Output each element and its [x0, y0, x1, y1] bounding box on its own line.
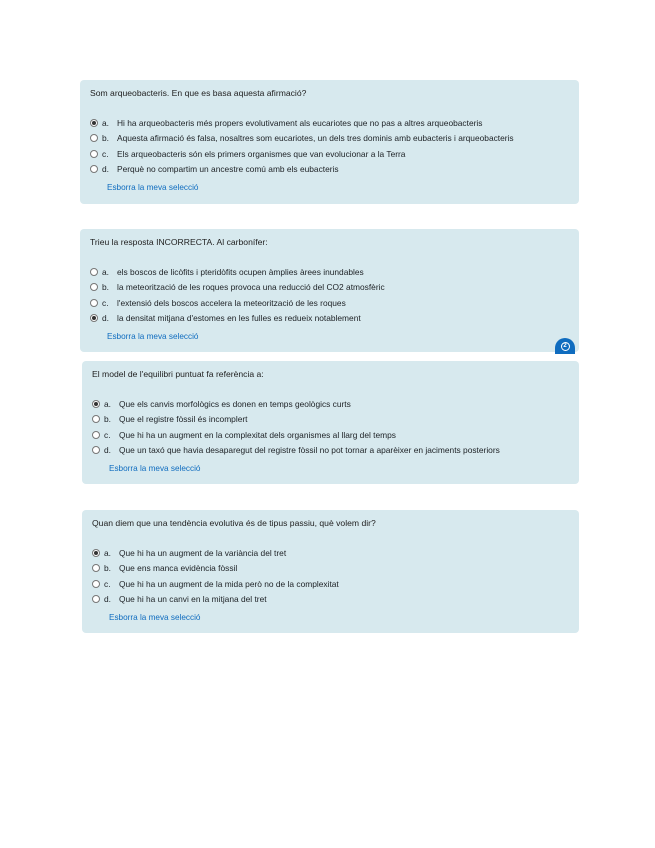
option-a[interactable] — [92, 545, 569, 561]
option-a[interactable] — [90, 264, 569, 280]
clear-selection-link[interactable]: Esborra la meva selecció — [109, 613, 201, 622]
option-letter: a. — [102, 266, 109, 277]
option-text: Que el registre fòssil és incomplert — [119, 414, 248, 425]
option-d[interactable] — [92, 443, 569, 459]
option-text: Que hi ha un canvi en la mitjana del tret — [119, 594, 267, 605]
option-text: Els arqueobacteris són els primers organismes que van evolucionar a la Terra — [117, 148, 406, 159]
option-c[interactable] — [90, 146, 569, 162]
option-letter: a. — [104, 547, 111, 558]
option-letter: c. — [104, 429, 111, 440]
option-text: la densitat mitjana d'estomes en les fulles es redueix notablement — [117, 313, 361, 324]
question-text: Quan diem que una tendència evolutiva és de tipus passiu, què volem dir? — [92, 518, 376, 528]
option-letter: d. — [102, 313, 109, 324]
question-text: Trieu la resposta INCORRECTA. Al carbonífer: — [90, 237, 268, 247]
radio-button[interactable] — [90, 299, 98, 307]
option-text: Que un taxó que havia desaparegut del registre fòssil no pot tornar a aparèixer en jaciments posteriors — [119, 445, 500, 456]
option-letter: c. — [104, 578, 111, 589]
option-text: l'extensió dels boscos accelera la meteorització de les roques — [117, 297, 346, 308]
option-text: Hi ha arqueobacteris més propers evolutivament als eucariotes que no pas a altres arqueobacteris — [117, 117, 483, 128]
radio-button[interactable] — [90, 165, 98, 173]
option-text: Perquè no compartim un ancestre comú amb els eubacteris — [117, 164, 339, 175]
chat-icon: 2 — [561, 342, 570, 351]
radio-button[interactable] — [92, 400, 100, 408]
option-text: la meteorització de les roques provoca una reducció del CO2 atmosfèric — [117, 282, 385, 293]
radio-button[interactable] — [92, 580, 100, 588]
option-d[interactable] — [90, 311, 569, 327]
option-d[interactable] — [92, 592, 569, 608]
option-letter: a. — [102, 117, 109, 128]
radio-button[interactable] — [92, 415, 100, 423]
question-card-3 — [82, 361, 579, 484]
option-letter: d. — [104, 445, 111, 456]
clear-selection-link[interactable]: Esborra la meva selecció — [107, 183, 199, 192]
option-b[interactable] — [90, 131, 569, 147]
option-c[interactable] — [92, 576, 569, 592]
option-text: Que hi ha un augment en la complexitat dels organismes al llarg del temps — [119, 429, 396, 440]
option-c[interactable] — [90, 295, 569, 311]
option-text: Que ens manca evidència fòssil — [119, 563, 238, 574]
radio-button[interactable] — [92, 431, 100, 439]
radio-button[interactable] — [90, 119, 98, 127]
option-letter: b. — [102, 133, 109, 144]
question-text: Som arqueobacteris. En que es basa aquesta afirmació? — [90, 88, 307, 98]
clear-selection-link[interactable]: Esborra la meva selecció — [109, 464, 201, 473]
option-c[interactable] — [92, 427, 569, 443]
radio-button[interactable] — [92, 595, 100, 603]
option-text: Que hi ha un augment de la variància del tret — [119, 547, 287, 558]
question-card-4 — [82, 510, 579, 633]
option-a[interactable] — [90, 115, 569, 131]
option-b[interactable] — [92, 561, 569, 577]
question-text: El model de l'equilibri puntuat fa referència a: — [92, 369, 264, 379]
option-b[interactable] — [90, 280, 569, 296]
option-b[interactable] — [92, 412, 569, 428]
radio-button[interactable] — [90, 268, 98, 276]
radio-button[interactable] — [90, 283, 98, 291]
radio-button[interactable] — [92, 549, 100, 557]
option-letter: d. — [102, 164, 109, 175]
option-letter: c. — [102, 148, 109, 159]
option-letter: b. — [102, 282, 109, 293]
question-card-2 — [80, 229, 579, 352]
option-letter: b. — [104, 563, 111, 574]
option-letter: c. — [102, 297, 109, 308]
option-letter: a. — [104, 398, 111, 409]
option-text: Aquesta afirmació és falsa, nosaltres som eucariotes, un dels tres dominis amb eubacteris i arqueobacteris — [117, 133, 514, 144]
option-a[interactable] — [92, 396, 569, 412]
option-letter: b. — [104, 414, 111, 425]
option-d[interactable] — [90, 162, 569, 178]
chat-badge[interactable] — [555, 338, 575, 354]
radio-button[interactable] — [90, 134, 98, 142]
radio-button[interactable] — [92, 564, 100, 572]
radio-button[interactable] — [90, 314, 98, 322]
option-letter: d. — [104, 594, 111, 605]
radio-button[interactable] — [90, 150, 98, 158]
option-text: Que hi ha un augment de la mida però no de la complexitat — [119, 578, 339, 589]
clear-selection-link[interactable]: Esborra la meva selecció — [107, 332, 199, 341]
option-text: els boscos de licòfits i pteridòfits ocupen àmplies àrees inundables — [117, 266, 364, 277]
radio-button[interactable] — [92, 446, 100, 454]
question-card-1 — [80, 80, 579, 204]
option-text: Que els canvis morfològics es donen en temps geològics curts — [119, 398, 351, 409]
